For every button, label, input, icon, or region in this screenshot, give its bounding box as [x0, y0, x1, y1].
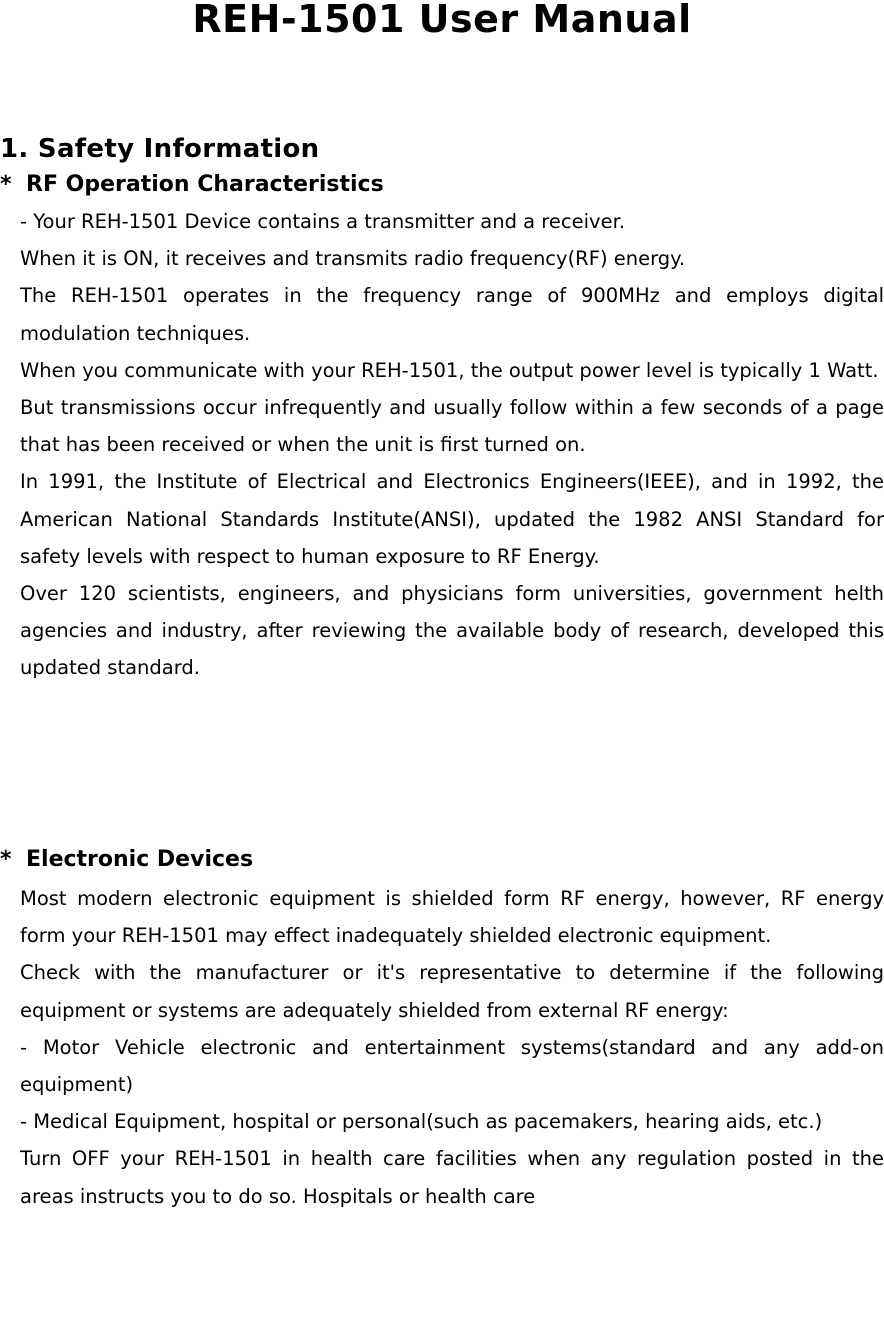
document-title: REH-1501 User Manual: [192, 0, 692, 41]
paragraph: In 1991, the Institute of Electrical and Electronics Engineers(IEEE), and in 1992, the American National Standards Institute(ANSI), updated the 1982 ANSI Standard for safety levels with respect to human exposure to RF Energy.: [20, 470, 884, 568]
bullet-marker: *: [0, 172, 12, 197]
paragraph: But transmissions occur infrequently and usually follow within a few seconds of a page that has been received or when the unit is first turned on.: [20, 396, 884, 457]
paragraph: When it is ON, it receives and transmits radio frequency(RF) energy.: [20, 247, 686, 271]
paragraph: - Medical Equipment, hospital or personal(such as pacemakers, hearing aids, etc.): [20, 1110, 823, 1134]
paragraph: The REH-1501 operates in the frequency range of 900MHz and employs digital modulation techniques.: [20, 284, 884, 345]
paragraph: Check with the manufacturer or it's representative to determine if the following equipment or systems are adequately shielded from external RF energy:: [20, 961, 884, 1022]
rf-operation-body: [20, 203, 884, 687]
subheading-electronic-devices: [0, 845, 253, 875]
paragraph: When you communicate with your REH-1501, the output power level is typically 1 Watt.: [20, 358, 879, 382]
paragraph: - Your REH-1501 Device contains a transmitter and a receiver.: [20, 210, 625, 233]
bullet-marker: *: [0, 847, 12, 872]
electronic-devices-body: [20, 880, 884, 1215]
paragraph: - Motor Vehicle electronic and entertainment systems(standard and any add-on equipment): [20, 1035, 884, 1097]
paragraph: Over 120 scientists, engineers, and physicians form universities, government helth agencies and industry, after reviewing the available body of research, developed this updated standard.: [20, 582, 884, 680]
paragraph: Most modern electronic equipment is shielded form RF energy, however, RF energy form your REH-1501 may effect inadequately shielded electronic equipment.: [20, 887, 884, 948]
section-heading: 1. Safety Information: [0, 134, 320, 164]
subheading-title: Electronic Devices: [26, 847, 254, 872]
subheading-rf-operation: [0, 170, 384, 200]
subheading-title: RF Operation Characteristics: [26, 172, 384, 197]
paragraph: Turn OFF your REH-1501 in health care facilities when any regulation posted in the areas instructs you to do so. Hospitals or health care: [20, 1147, 884, 1208]
